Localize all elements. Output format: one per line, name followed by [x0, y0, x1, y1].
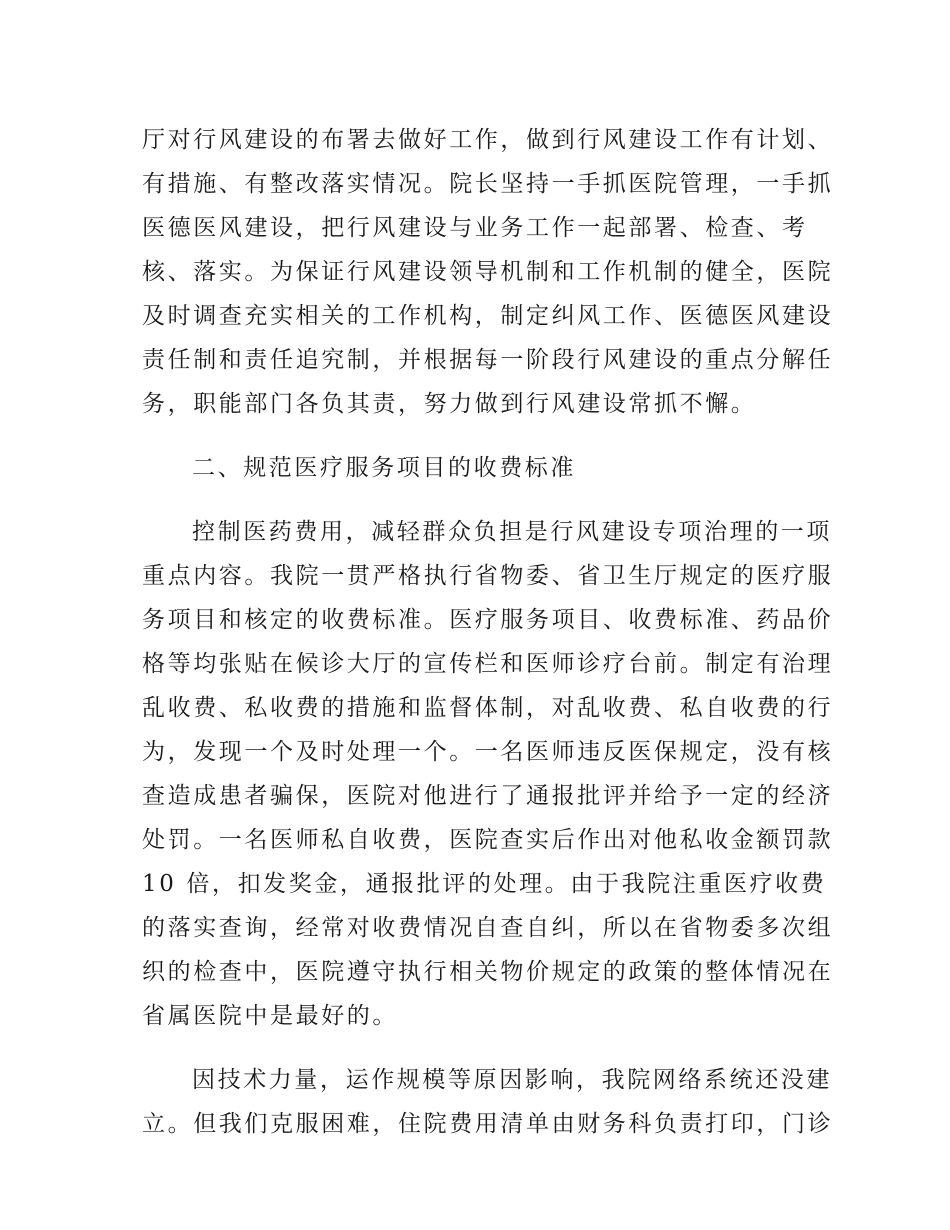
text-line: 重点内容。我院一贯严格执行省物委、省卫生厅规定的医疗服 [142, 563, 834, 589]
paragraph-2 [142, 510, 834, 1038]
text-line: 及时调查充实相关的工作机构，制定纠风工作、医德医风建设 [142, 303, 834, 329]
text-line: 厅对行风建设的布署去做好工作，做到行风建设工作有计划、 [142, 127, 834, 153]
text-line: 务，职能部门各负其责，努力做到行风建设常抓不懈。 [142, 391, 757, 417]
text-line: 责任制和责任追究制，并根据每一阶段行风建设的重点分解任 [142, 347, 834, 373]
document-body [142, 118, 834, 1146]
text-line: 织的检查中，医院遵守执行相关物价规定的政策的整体情况在 [142, 959, 834, 985]
text-line: 医德医风建设，把行风建设与业务工作一起部署、检查、考 [142, 215, 808, 241]
text-line: 处罚。一名医师私自收费，医院查实后作出对他私收金额罚款 [142, 827, 834, 853]
text-line: 立。但我们克服困难，住院费用清单由财务科负责打印，门诊 [142, 1111, 834, 1137]
paragraph-gap [142, 490, 817, 510]
paragraph-gap [142, 426, 817, 446]
text-line: 10 倍，扣发奖金，通报批评的处理。由于我院注重医疗收费 [142, 871, 827, 897]
text-line: 有措施、有整改落实情况。院长坚持一手抓医院管理，一手抓 [142, 171, 834, 197]
text-line: 格等均张贴在候诊大厅的宣传栏和医师诊疗台前。制定有治理 [142, 651, 834, 677]
text-line: 因技术力量，运作规模等原因影响，我院网络系统还没建 [192, 1067, 832, 1093]
text-line: 核、落实。为保证行风建设领导机制和工作机制的健全，医院 [142, 259, 834, 285]
section-heading-text: 二、规范医疗服务项目的收费标准 [192, 455, 576, 481]
text-line: 查造成患者骗保，医院对他进行了通报批评并给予一定的经济 [142, 783, 834, 809]
text-line: 省属医院中是最好的。 [142, 1003, 398, 1029]
text-line: 务项目和核定的收费标准。医疗服务项目、收费标准、药品价 [142, 607, 834, 633]
text-line: 控制医药费用，减轻群众负担是行风建设专项治理的一项 [192, 519, 832, 545]
paragraph-gap [142, 1038, 817, 1058]
paragraph-1 [142, 118, 834, 426]
section-heading [142, 446, 817, 490]
text-line: 为，发现一个及时处理一个。一名医师违反医保规定，没有核 [142, 739, 834, 765]
text-line: 的落实查询，经常对收费情况自查自纠，所以在省物委多次组 [142, 915, 834, 941]
text-line: 乱收费、私收费的措施和监督体制，对乱收费、私自收费的行 [142, 695, 834, 721]
paragraph-3 [142, 1058, 834, 1146]
